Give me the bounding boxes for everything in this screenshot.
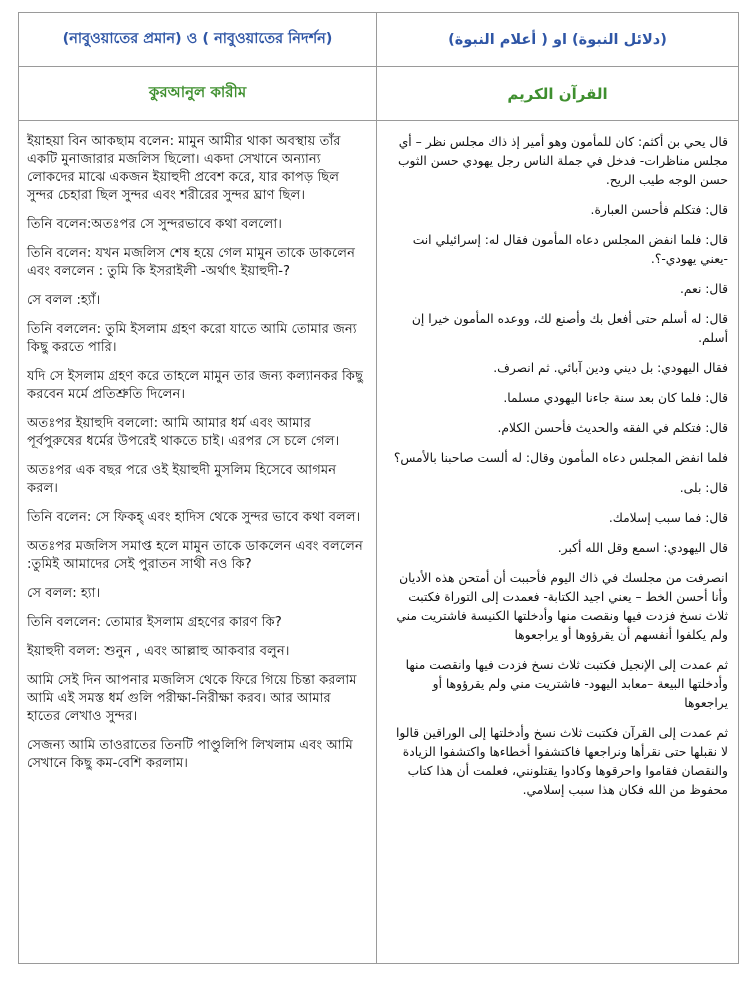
comparison-table xyxy=(18,12,739,964)
arabic-header-title: (دلائل النبوة) او ( أعلام النبوة) xyxy=(448,31,667,48)
arabic-paragraph: قال اليهودي: اسمع وقل الله أكبر. xyxy=(557,541,728,555)
arabic-paragraph: قال: بلى. xyxy=(679,481,728,495)
bengali-paragraph: সেজন্য আমি তাওরাতের তিনটি পাণ্ডুলিপি লিখলাম এবং আমি সেখানে কিছু কম-বেশি করলাম। xyxy=(27,738,353,771)
arabic-subheader-cell xyxy=(377,67,738,121)
bengali-paragraph: অতঃপর মজলিস সমাপ্ত হলে মামুন তাকে ডাকলেন এবং বললেন :তুমিই আমাদের সেই পুরাতন সাথী নও কি? xyxy=(27,539,363,572)
arabic-paragraph: قال: فما سبب إسلامك. xyxy=(608,511,728,525)
bengali-paragraph: তিনি বলেন: যখন মজলিস শেষ হয়ে গেল মামুন তাকে ডাকলেন এবং বললেন : তুমি কি ইসরাইলী -অর্থাৎ ইয়াহুদী-? xyxy=(27,246,355,279)
bengali-paragraph: যদি সে ইসলাম গ্রহণ করে তাহলে মামুন তার জন্য কল্যানকর কিছু করবেন মর্মে প্রতিশ্রুতি দিলেন। xyxy=(27,369,364,402)
bengali-paragraph: ইয়াহুদী বলল: শুনুন , এবং আল্লাহু আকবার বলুন। xyxy=(27,644,290,659)
arabic-paragraph: فلما انفض المجلس دعاه المأمون وقال: له ألست صاحبنا بالأمس؟ xyxy=(393,451,728,465)
arabic-paragraph: انصرفت من مجلسك في ذاك اليوم فأحببت أن أمتحن هذه الأديان وأنا أحسن الخط – يعني اجيد الكتابة- فعمدت إلى التوراة فكتبت ثلاث نسخ فزدت فيها ونقصت منها وأدخلتها الكنيسة فاشتريت مني ولم يكلفوا أنفسهم أن يقرؤوها أو يراجعوها xyxy=(396,571,728,642)
bengali-paragraph: তিনি বললেন: তুমি ইসলাম গ্রহণ করো যাতে আমি তোমার জন্য কিছু করতে পারি। xyxy=(27,322,357,355)
arabic-paragraph: قال يحي بن أكثم: كان للمأمون وهو أمير إذ ذاك مجلس نظر – أي مجلس مناظرات- فدخل في جملة الناس رجل يهودي حسن الثوب حسن الوجه طيب الريح. xyxy=(397,135,728,187)
bengali-paragraph: অতঃপর এক বছর পরে ওই ইয়াহুদী মুসলিম হিসেবে আগমন করল। xyxy=(27,463,337,496)
arabic-paragraph: ثم عمدت إلى الإنجيل فكتبت ثلاث نسخ فزدت فيها وانقصت منها وأدخلتها البيعة –معابد اليهود- فاشتريت مني ولم يقرؤوها أو يراجعوها xyxy=(405,658,728,710)
bengali-paragraph: সে বলল: হ্যা। xyxy=(27,586,101,601)
arabic-paragraph: قال: فتكلم فأحسن العبارة. xyxy=(590,203,728,217)
arabic-paragraph: ثم عمدت إلى القرآن فكتبت ثلاث نسخ وأدخلتها إلى الوراقين قالوا لا نقبلها حتى نقرأها ونراجعها فاكتشفوا أخطاءها واكتشفوا الزيادة والنقصان فقاموا واحرقوها وكادوا يقتلونني، فعلمت أن هذا كتاب محفوظ من الله فكان هذا سبب إسلامي. xyxy=(395,726,728,797)
arabic-column xyxy=(376,13,738,963)
bengali-subheader-cell xyxy=(19,67,376,121)
bengali-paragraph: তিনি বলেন:অতঃপর সে সুন্দরভাবে কথা বললো। xyxy=(27,217,282,232)
arabic-body xyxy=(377,121,738,800)
bengali-paragraph: তিনি বলেন: সে ফিকহ্‌ এবং হাদিস থেকে সুন্দর ভাবে কথা বলল। xyxy=(27,510,361,525)
arabic-paragraph: قال: نعم. xyxy=(679,282,728,296)
bengali-paragraph: অতঃপর ইয়াহুদি বললো: আমি আমার ধর্ম এবং আমার পূর্বপুরুষের ধর্মের উপরেই থাকতে চাই। এরপর সে চলে গেল। xyxy=(27,416,340,449)
arabic-paragraph: قال: فلما انفض المجلس دعاه المأمون فقال له: إسرائيلي انت -يعني يهودي-؟. xyxy=(412,233,728,266)
arabic-paragraph: فقال اليهودي: بل ديني ودين آبائي. ثم انصرف. xyxy=(493,361,728,375)
bengali-paragraph: ইয়াহয়া বিন আকছাম বলেন: মামুন আমীর থাকা অবস্থায় তাঁর একটি মুনাজারার মজলিস ছিলো। একদা সেখানে অন্যান্য লোকদের মাঝে একজন ইয়াহুদী প্রবেশ করে, যার কাপড় ছিল সুন্দর চেহারা ছিল সুন্দর এবং শরীরের সুন্দর ঘ্রাণ ছিল। xyxy=(27,134,341,203)
arabic-header-cell xyxy=(377,13,738,67)
bengali-body xyxy=(19,121,376,773)
bengali-column xyxy=(19,13,376,963)
bengali-paragraph: তিনি বললেন: তোমার ইসলাম গ্রহণের কারণ কি? xyxy=(27,615,282,630)
bengali-subheader-title: কুরআনুল কারীম xyxy=(148,83,247,101)
arabic-paragraph: قال: فلما كان بعد سنة جاءنا اليهودي مسلما. xyxy=(503,391,728,405)
bengali-paragraph: সে বলল :হ্যাঁ। xyxy=(27,293,101,308)
arabic-subheader-title: القرآن الكريم xyxy=(507,84,608,103)
arabic-paragraph: قال: له أسلم حتى أفعل بك وأصنع لك، ووعده المأمون خيرا إن أسلم. xyxy=(411,312,728,345)
bengali-header-title: (নাবুওয়াতের প্রমান) ও ( নাবুওয়াতের নিদর্শন) xyxy=(62,30,333,47)
bengali-paragraph: আমি সেই দিন আপনার মজলিস থেকে ফিরে গিয়ে চিন্তা করলাম আমি এই সমস্ত ধর্ম গুলি পরীক্ষা-নিরীক্ষা করব। আর আমার হাতের লেখাও সুন্দর। xyxy=(27,673,357,724)
bengali-header-cell xyxy=(19,13,376,67)
arabic-paragraph: قال: فتكلم في الفقه والحديث فأحسن الكلام. xyxy=(497,421,728,435)
